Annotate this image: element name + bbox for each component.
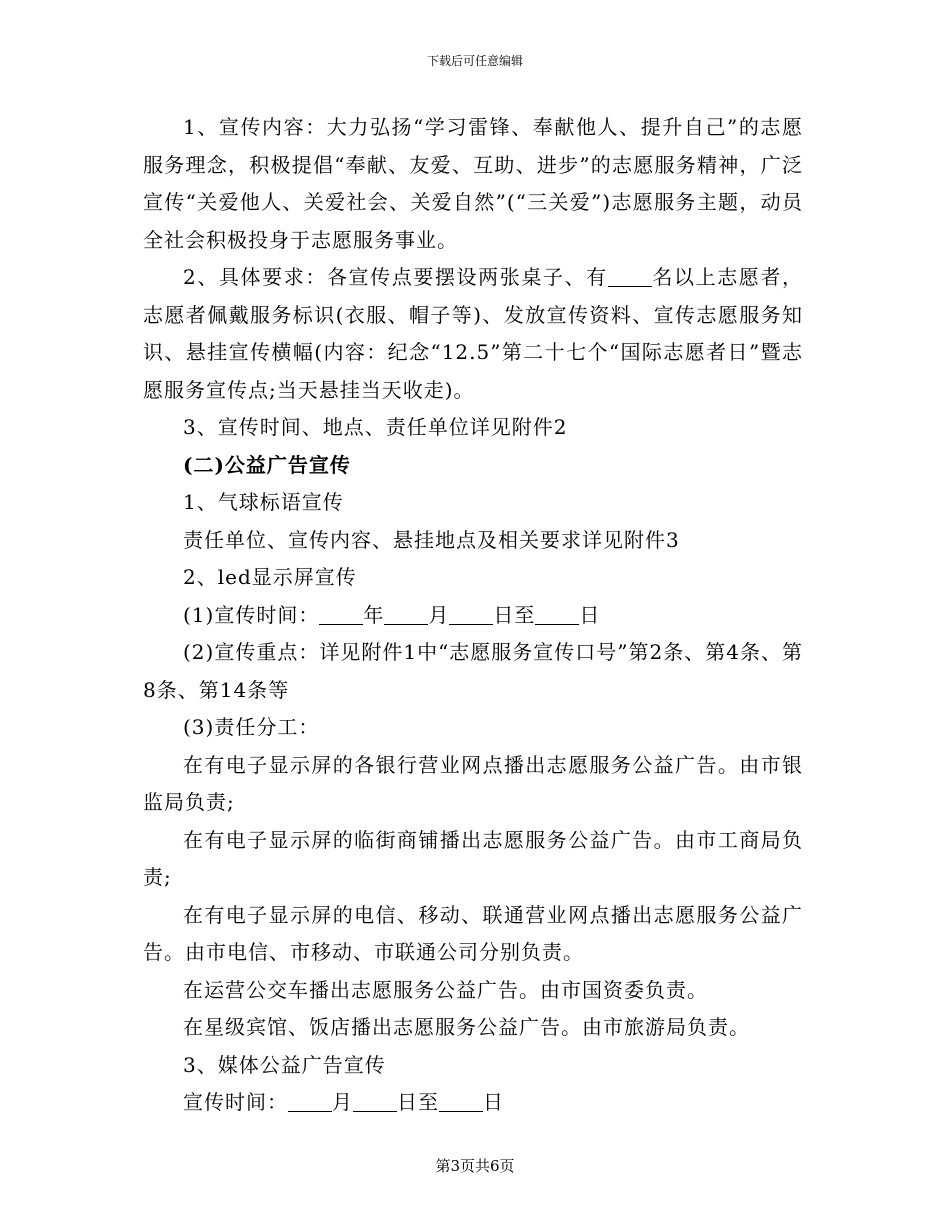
blank-line	[384, 604, 428, 625]
blank-line	[449, 604, 493, 625]
blank-line	[439, 1091, 483, 1112]
text-run: 日至	[397, 1090, 439, 1114]
section-heading-public-ads: (二)公益广告宣传	[183, 452, 351, 477]
paragraph-specific-requirements	[143, 259, 803, 409]
blank-line	[288, 1091, 332, 1112]
paragraph-responsibility-hotels: 在星级宾馆、饭店播出志愿服务公益广告。由市旅游局负责。	[183, 1015, 750, 1039]
paragraph-time-place: 3、宣传时间、地点、责任单位详见附件2	[183, 415, 568, 439]
text-run: 日	[579, 602, 601, 627]
text-run: (1)宣传时间：	[183, 602, 320, 627]
text-run: 2、具体要求：各宣传点要摆设两张桌子、有	[183, 265, 608, 289]
text-run: 月	[428, 602, 450, 627]
paragraph-led-time	[143, 597, 803, 635]
blank-line	[608, 266, 652, 287]
text-run: 日	[483, 1090, 504, 1114]
paragraph-responsibility-heading: (3)责任分工：	[183, 715, 320, 739]
text-run: 宣传时间：	[183, 1090, 288, 1114]
blank-line	[535, 604, 579, 625]
subheading-balloon-slogan: 1、气球标语宣传	[183, 490, 344, 514]
paragraph-balloon-details: 责任单位、宣传内容、悬挂地点及相关要求详见附件3	[183, 527, 680, 552]
paragraph-responsibility-banks: 在有电子显示屏的各银行营业网点播出志愿服务公益广告。由市银监局负责;	[143, 752, 803, 814]
blank-line	[353, 1091, 397, 1112]
text-run: 日至	[493, 602, 536, 627]
text-run: 年	[363, 602, 385, 627]
page-header: 下载后可任意编辑	[426, 54, 523, 68]
paragraph-responsibility-telecom: 在有电子显示屏的电信、移动、联通营业网点播出志愿服务公益广告。由市电信、市移动、市联通公司分别负责。	[143, 902, 803, 964]
subheading-media-ads: 3、媒体公益广告宣传	[183, 1052, 386, 1077]
paragraph-media-time	[143, 1084, 803, 1122]
paragraph-publicity-content: 1、宣传内容：大力弘扬“学习雷锋、奉献他人、提升自己”的志愿服务理念，积极提倡“奉献、友爱、互助、进步”的志愿服务精神，广泛宣传“关爱他人、关爱社会、关爱自然”(“三关爱”)志愿服务主题，动员全社会积极投身于志愿服务事业。	[143, 115, 803, 252]
document-body	[143, 109, 803, 1122]
paragraph-responsibility-shops: 在有电子显示屏的临街商铺播出志愿服务公益广告。由市工商局负责;	[143, 827, 803, 889]
blank-line	[319, 604, 363, 625]
text-run: 月	[332, 1090, 353, 1114]
page-footer: 第3页共6页	[435, 1157, 515, 1175]
paragraph-led-focus: (2)宣传重点：详见附件1中“志愿服务宣传口号”第2条、第4条、第8条、第14条等	[143, 640, 803, 702]
text-run: 名以上志愿者，志愿者佩戴服务标识(衣服、帽子等)、发放宣传资料、宣传志愿服务知识、悬挂宣传横幅(内容：纪念“12.5”第二十七个“国际志愿者日”暨志愿服务宣传点;当天悬挂当天收走)。	[143, 265, 803, 402]
subheading-led-screen: 2、led显示屏宣传	[183, 565, 357, 589]
paragraph-responsibility-bus: 在运营公交车播出志愿服务公益广告。由市国资委负责。	[183, 977, 708, 1002]
